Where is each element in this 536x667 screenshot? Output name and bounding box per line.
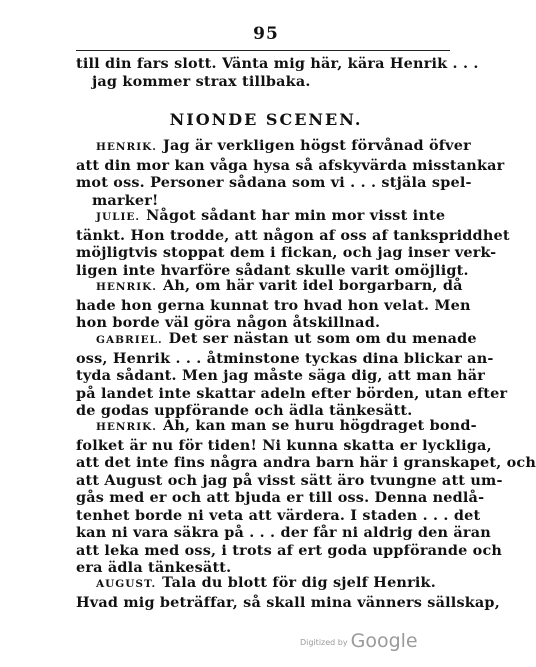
text-line: på landet inte skattar adeln efter börden, utan efter	[76, 384, 508, 402]
text-line: gås med er och att bjuda er till oss. Denna nedlå-	[76, 489, 485, 506]
speech-block	[76, 417, 536, 577]
text-line: att det inte fins några andra barn här i granskapet, och	[76, 454, 536, 471]
text-line: hade hon gerna kunnat tro hvad hon velat. Men	[76, 296, 471, 314]
text-line: HENRIK. Jag är verkligen högst förvånad öfver	[96, 137, 471, 154]
text-line: tyda sådant. Men jag måste säga dig, att man här	[76, 367, 486, 384]
text-line: JULIE. Något sådant har min mor visst inte	[96, 207, 446, 224]
speech-block	[76, 207, 510, 279]
text-line: tänkt. Hon trodde, att någon af oss af tankspriddhet	[76, 226, 510, 244]
google-logo: Google	[350, 630, 418, 652]
text-line: möjligtvis stoppat dem i fickan, och jag inser verk-	[76, 244, 497, 261]
speaker-name: GABRIEL.	[96, 334, 163, 346]
text-line: tenhet borde ni veta att värdera. I staden . . . det	[76, 506, 481, 524]
speaker-name: AUGUST.	[96, 578, 157, 590]
page-number: 95	[253, 24, 279, 44]
scene-heading: NIONDE SCENEN.	[169, 110, 363, 129]
intro-text	[76, 55, 479, 90]
speech-block	[76, 574, 500, 611]
text-line: hon borde väl göra någon åtskillnad.	[76, 314, 381, 331]
text-line: HENRIK. Ah, om här varit idel borgarbarn, då	[96, 277, 463, 294]
text-line: oss, Henrik . . . åtminstone tyckas dina blickar an-	[76, 349, 494, 367]
text-line: era ädla tänkesätt.	[76, 559, 232, 576]
speech-block	[76, 277, 471, 332]
text-line: HENRIK. Ah, kan man se huru högdraget bond-	[96, 417, 477, 434]
text-line: kan ni vara säkra på . . . der får ni aldrig den äran	[76, 524, 491, 541]
header-rule	[76, 50, 450, 51]
text-line: mot oss. Personer sådana som vi . . . stjäla spel-	[76, 174, 472, 191]
speaker-name: HENRIK.	[96, 141, 157, 153]
text-line: GABRIEL. Det ser nästan ut som om du menade	[96, 330, 477, 347]
text-line: Hvad mig beträffar, så skall mina vänners sällskap,	[76, 593, 500, 611]
text-line: jag kommer strax tillbaka.	[92, 72, 311, 90]
text-line: till din fars slott. Vänta mig här, kära Henrik . . .	[76, 55, 479, 72]
text-line: folket är nu för tiden! Ni kunna skatta er lyckliga,	[76, 436, 492, 454]
text-line: AUGUST. Tala du blott för dig sjelf Henrik.	[96, 574, 436, 591]
text-line: de godas uppförande och ädla tänkesätt.	[76, 402, 413, 419]
text-line: ligen inte hvarföre sådant skulle varit omöjligt.	[76, 261, 469, 279]
text-line: att leka med oss, i trots af ert goda uppförande och	[76, 541, 503, 559]
speech-block	[76, 137, 505, 209]
text-line: marker!	[92, 191, 159, 209]
speaker-name: JULIE.	[96, 211, 141, 223]
speaker-name: HENRIK.	[96, 421, 157, 433]
speech-block	[76, 330, 508, 420]
speaker-name: HENRIK.	[96, 281, 157, 293]
digitized-watermark	[300, 630, 418, 652]
text-line: att din mor kan våga hysa så afskyvärda misstankar	[76, 156, 505, 174]
watermark-prefix: Digitized by	[300, 638, 348, 647]
text-line: att August och jag på visst sätt äro tvungne att um-	[76, 471, 503, 489]
